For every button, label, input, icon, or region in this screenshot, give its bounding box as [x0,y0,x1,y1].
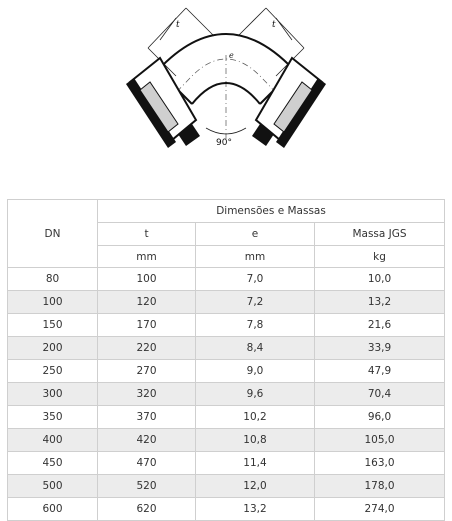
cell-e: 7,0 [196,268,315,291]
cell-e: 12,0 [196,475,315,498]
cell-dn: 500 [8,475,98,498]
table-row [8,268,445,291]
unit-t: mm [98,246,196,268]
cell-t: 100 [98,268,196,291]
dim-e: e [229,51,234,60]
cell-e: 10,8 [196,429,315,452]
cell-dn: 250 [8,360,98,383]
elbow-technical-drawing [0,0,452,200]
cell-dn: 100 [8,291,98,314]
cell-mass: 13,2 [315,291,445,314]
table-row [8,360,445,383]
cell-dn: 150 [8,314,98,337]
unit-mass: kg [315,246,445,268]
dim-t-right: t [272,20,276,30]
left-socket [126,58,200,148]
cell-e: 13,2 [196,498,315,521]
cell-dn: 600 [8,498,98,521]
cell-mass: 105,0 [315,429,445,452]
cell-t: 170 [98,314,196,337]
group-header: Dimensões e Massas [98,200,445,223]
cell-mass: 47,9 [315,360,445,383]
unit-e: mm [196,246,315,268]
dimension-lines [148,8,304,76]
table-row [8,406,445,429]
header-row-group [8,200,445,223]
table-row [8,337,445,360]
cell-t: 520 [98,475,196,498]
cell-t: 470 [98,452,196,475]
cell-mass: 274,0 [315,498,445,521]
cell-t: 620 [98,498,196,521]
cell-t: 270 [98,360,196,383]
cell-dn: 80 [8,268,98,291]
cell-mass: 33,9 [315,337,445,360]
dimensions-table [7,199,445,521]
cell-t: 370 [98,406,196,429]
cell-t: 220 [98,337,196,360]
right-socket [252,58,326,148]
cell-e: 9,0 [196,360,315,383]
cell-e: 8,4 [196,337,315,360]
table-row [8,475,445,498]
table-row [8,314,445,337]
cell-e: 10,2 [196,406,315,429]
cell-e: 7,2 [196,291,315,314]
cell-e: 11,4 [196,452,315,475]
cell-e: 9,6 [196,383,315,406]
cell-dn: 350 [8,406,98,429]
cell-mass: 178,0 [315,475,445,498]
table-row [8,498,445,521]
table-row [8,429,445,452]
table-row [8,452,445,475]
cell-e: 7,8 [196,314,315,337]
cell-mass: 21,6 [315,314,445,337]
cell-t: 420 [98,429,196,452]
col-header-e: e [196,223,315,246]
cell-dn: 400 [8,429,98,452]
cell-t: 320 [98,383,196,406]
col-header-t: t [98,223,196,246]
table-row [8,383,445,406]
dim-t-left: t [176,20,180,30]
cell-t: 120 [98,291,196,314]
angle-label: 90° [216,138,232,148]
elbow-90-drawing [0,0,452,200]
cell-dn: 300 [8,383,98,406]
cell-dn: 450 [8,452,98,475]
col-header-mass: Massa JGS [315,223,445,246]
cell-mass: 10,0 [315,268,445,291]
cell-dn: 200 [8,337,98,360]
col-header-dn: DN [8,200,98,268]
cell-mass: 96,0 [315,406,445,429]
table-row [8,291,445,314]
cell-mass: 163,0 [315,452,445,475]
cell-mass: 70,4 [315,383,445,406]
